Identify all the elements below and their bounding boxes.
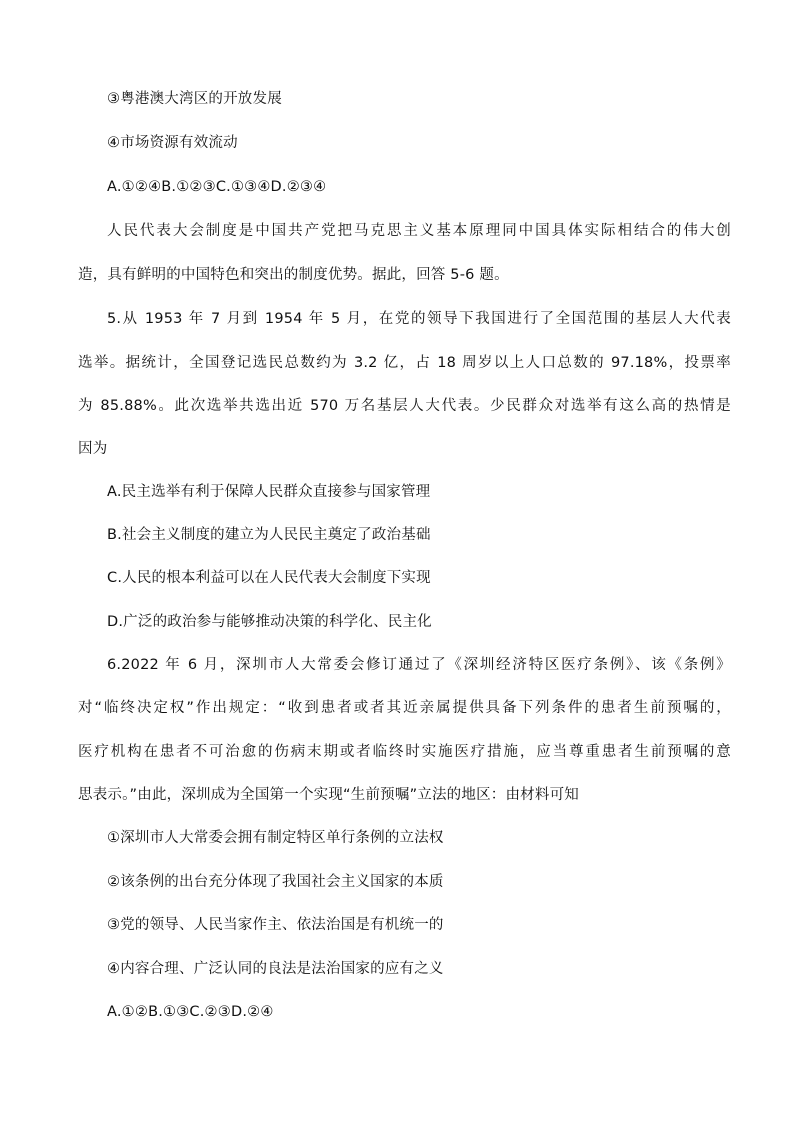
question-6-statement-4: ④内容合理、广泛认同的良法是法治国家的应有之义 xyxy=(107,961,444,977)
question-6-line-4: 思表示。”由此，深圳成为全国第一个实现“生前预嘱”立法的地区：由材料可知 xyxy=(78,787,579,803)
question-6-statement-3: ③党的领导、人民当家作主、依法治国是有机统一的 xyxy=(107,917,444,933)
question-5-option-c: C.人民的根本利益可以在人民代表大会制度下实现 xyxy=(107,570,431,586)
question-5-line-3: 为 85.88%。此次选举共选出近 570 万名基层人大代表。少民群众对选举有这么高的热情是 xyxy=(78,398,731,414)
question-6-statement-1: ①深圳市人大常委会拥有制定特区单行条例的立法权 xyxy=(107,830,444,846)
answer-choices-q6: A.①②B.①③C.②③D.②④ xyxy=(107,1004,274,1020)
question-5-line-1: 5.从 1953 年 7 月到 1954 年 5 月，在党的领导下我国进行了全国范围的基层人大代表 xyxy=(107,311,731,327)
question-6-line-2: 对“临终决定权”作出规定：“收到患者或者其近亲属提供具备下列条件的患者生前预嘱的， xyxy=(78,700,731,716)
question-5-line-2: 选举。据统计，全国登记选民总数约为 3.2 亿，占 18 周岁以上人口总数的 97.18%，投票率 xyxy=(78,355,731,371)
intro-paragraph-line-2: 造，具有鲜明的中国特色和突出的制度优势。据此，回答 5-6 题。 xyxy=(78,267,509,283)
option-4-text: ④市场资源有效流动 xyxy=(107,135,238,151)
question-6-line-3: 医疗机构在患者不可治愈的伤病末期或者临终时实施医疗措施，应当尊重患者生前预嘱的意 xyxy=(78,744,731,760)
question-5-option-a: A.民主选举有利于保障人民群众直接参与国家管理 xyxy=(107,484,431,500)
question-5-option-b: B.社会主义制度的建立为人民民主奠定了政治基础 xyxy=(107,527,431,543)
question-5-option-d: D.广泛的政治参与能够推动决策的科学化、民主化 xyxy=(107,614,432,630)
question-6-line-1: 6.2022 年 6 月，深圳市人大常委会修订通过了《深圳经济特区医疗条例》、该《条例》 xyxy=(107,657,731,673)
option-3-text: ③粤港澳大湾区的开放发展 xyxy=(107,91,282,107)
intro-paragraph-line-1: 人民代表大会制度是中国共产党把马克思主义基本原理同中国具体实际相结合的伟大创 xyxy=(107,223,731,239)
answer-choices-q4: A.①②④B.①②③C.①③④D.②③④ xyxy=(107,179,327,195)
question-6-statement-2: ②该条例的出台充分体现了我国社会主义国家的本质 xyxy=(107,874,444,890)
question-5-line-4: 因为 xyxy=(78,441,108,457)
